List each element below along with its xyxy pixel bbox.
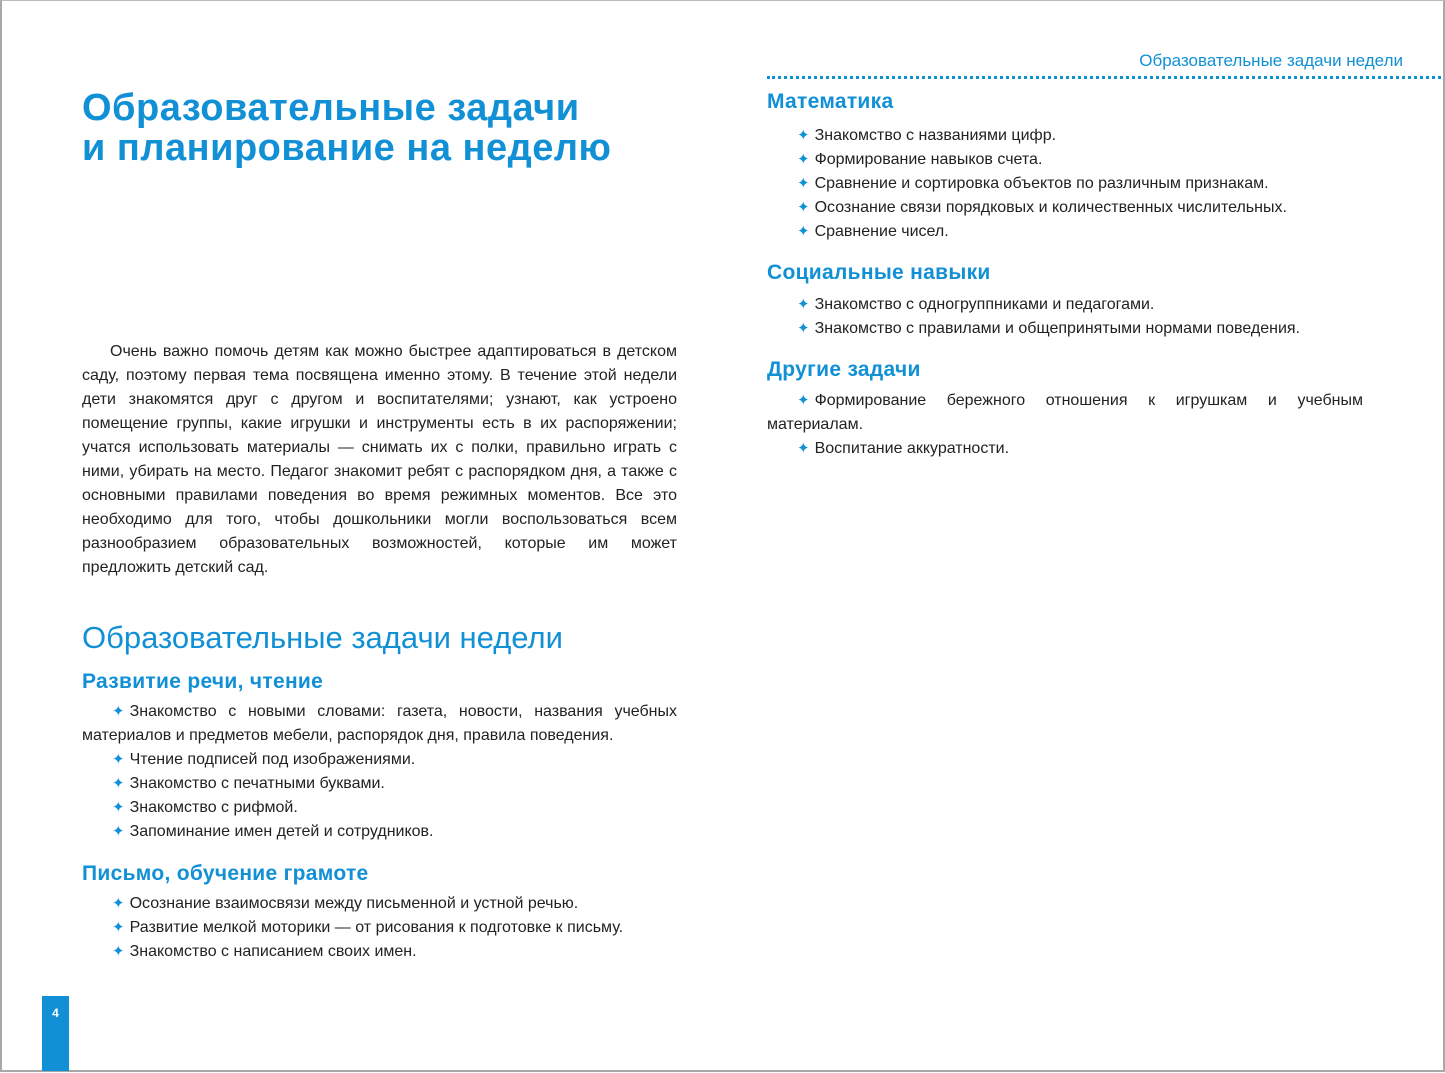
list-item-text: Чтение подписей под изображениями. <box>129 751 416 768</box>
list-item <box>82 796 677 820</box>
star-bullet-icon: ✦ <box>112 775 125 792</box>
speech-list <box>82 700 677 844</box>
star-bullet-icon: ✦ <box>112 919 125 936</box>
star-bullet-icon: ✦ <box>797 199 810 216</box>
running-header: Образовательные задачи недели <box>1139 51 1403 70</box>
social-list <box>767 293 1367 341</box>
list-item <box>82 820 677 844</box>
star-bullet-icon: ✦ <box>112 943 125 960</box>
star-bullet-icon: ✦ <box>797 175 810 192</box>
list-item-text: Знакомство с рифмой. <box>129 799 298 816</box>
list-item <box>82 940 677 964</box>
list-item-text: Формирование навыков счета. <box>814 151 1043 168</box>
list-item <box>82 916 677 940</box>
list-item <box>767 124 1367 148</box>
list-item-text: Знакомство с написанием своих имен. <box>129 943 417 960</box>
writing-heading: Письмо, обучение грамоте <box>82 862 369 885</box>
list-item <box>767 220 1367 244</box>
list-item-text: Формирование бережного отношения к игрушкам и учебным материалам. <box>767 392 1363 433</box>
list-item <box>82 700 677 748</box>
list-item <box>82 892 677 916</box>
list-item-text: Осознание связи порядковых и количественных числительных. <box>814 199 1287 216</box>
star-bullet-icon: ✦ <box>112 799 125 816</box>
other-list <box>767 389 1363 461</box>
list-item <box>767 389 1363 437</box>
list-item <box>767 437 1363 461</box>
speech-heading: Развитие речи, чтение <box>82 670 324 693</box>
list-item-text: Осознание взаимосвязи между письменной и устной речью. <box>129 895 579 912</box>
list-item-text: Воспитание аккуратности. <box>814 440 1010 457</box>
list-item-text: Сравнение чисел. <box>814 223 949 240</box>
list-item <box>767 172 1367 196</box>
page-number: 4 <box>42 996 69 1071</box>
list-item <box>767 148 1367 172</box>
star-bullet-icon: ✦ <box>112 751 125 768</box>
star-bullet-icon: ✦ <box>112 703 125 720</box>
list-item-text: Знакомство с одногруппниками и педагогами. <box>814 296 1155 313</box>
list-item-text: Знакомство с правилами и общепринятыми нормами поведения. <box>814 320 1301 337</box>
list-item-text: Знакомство с печатными буквами. <box>129 775 385 792</box>
title-line-2: и планирование на неделю <box>82 127 612 169</box>
star-bullet-icon: ✦ <box>797 223 810 240</box>
star-bullet-icon: ✦ <box>797 440 810 457</box>
star-bullet-icon: ✦ <box>112 895 125 912</box>
list-item <box>82 772 677 796</box>
star-bullet-icon: ✦ <box>797 392 810 409</box>
list-item-text: Знакомство с названиями цифр. <box>814 127 1057 144</box>
dotted-divider <box>767 76 1441 79</box>
star-bullet-icon: ✦ <box>797 296 810 313</box>
star-bullet-icon: ✦ <box>112 823 125 840</box>
list-item <box>767 293 1367 317</box>
list-item <box>767 317 1367 341</box>
star-bullet-icon: ✦ <box>797 320 810 337</box>
other-heading: Другие задачи <box>767 358 921 381</box>
intro-paragraph: Очень важно помочь детям как можно быстрее адаптироваться в детском саду, поэтому первая тема посвящена именно этому. В течение этой недели дети знакомятся друг с другом и воспитателями; узнают, как устроено помещение группы, какие игрушки и инструменты есть в их распоряжении; учатся использовать материалы — снимать их с полки, правильно играть с ними, убирать на место. Педагог знакомит ребят с распорядком дня, а также с основными правилами поведения во время режимных моментов. Все это необходимо для того, чтобы дошкольники могли воспользоваться всем разнообразием образовательных возможностей, которые им может предложить детский сад. <box>82 343 677 576</box>
social-heading: Социальные навыки <box>767 261 991 284</box>
list-item-text: Знакомство с новыми словами: газета, новости, названия учебных материалов и предметов мебели, распорядок дня, правила поведения. <box>82 703 677 744</box>
list-item-text: Сравнение и сортировка объектов по различным признакам. <box>814 175 1269 192</box>
section-title: Образовательные задачи недели <box>82 620 563 655</box>
title-line-1: Образовательные задачи <box>82 87 580 129</box>
list-item-text: Развитие мелкой моторики — от рисования к подготовке к письму. <box>129 919 624 936</box>
math-heading: Математика <box>767 90 894 113</box>
star-bullet-icon: ✦ <box>797 151 810 168</box>
list-item <box>767 196 1367 220</box>
writing-list <box>82 892 677 964</box>
star-bullet-icon: ✦ <box>797 127 810 144</box>
math-list <box>767 124 1367 244</box>
page-title <box>82 88 611 168</box>
list-item-text: Запоминание имен детей и сотрудников. <box>129 823 434 840</box>
list-item <box>82 748 677 772</box>
